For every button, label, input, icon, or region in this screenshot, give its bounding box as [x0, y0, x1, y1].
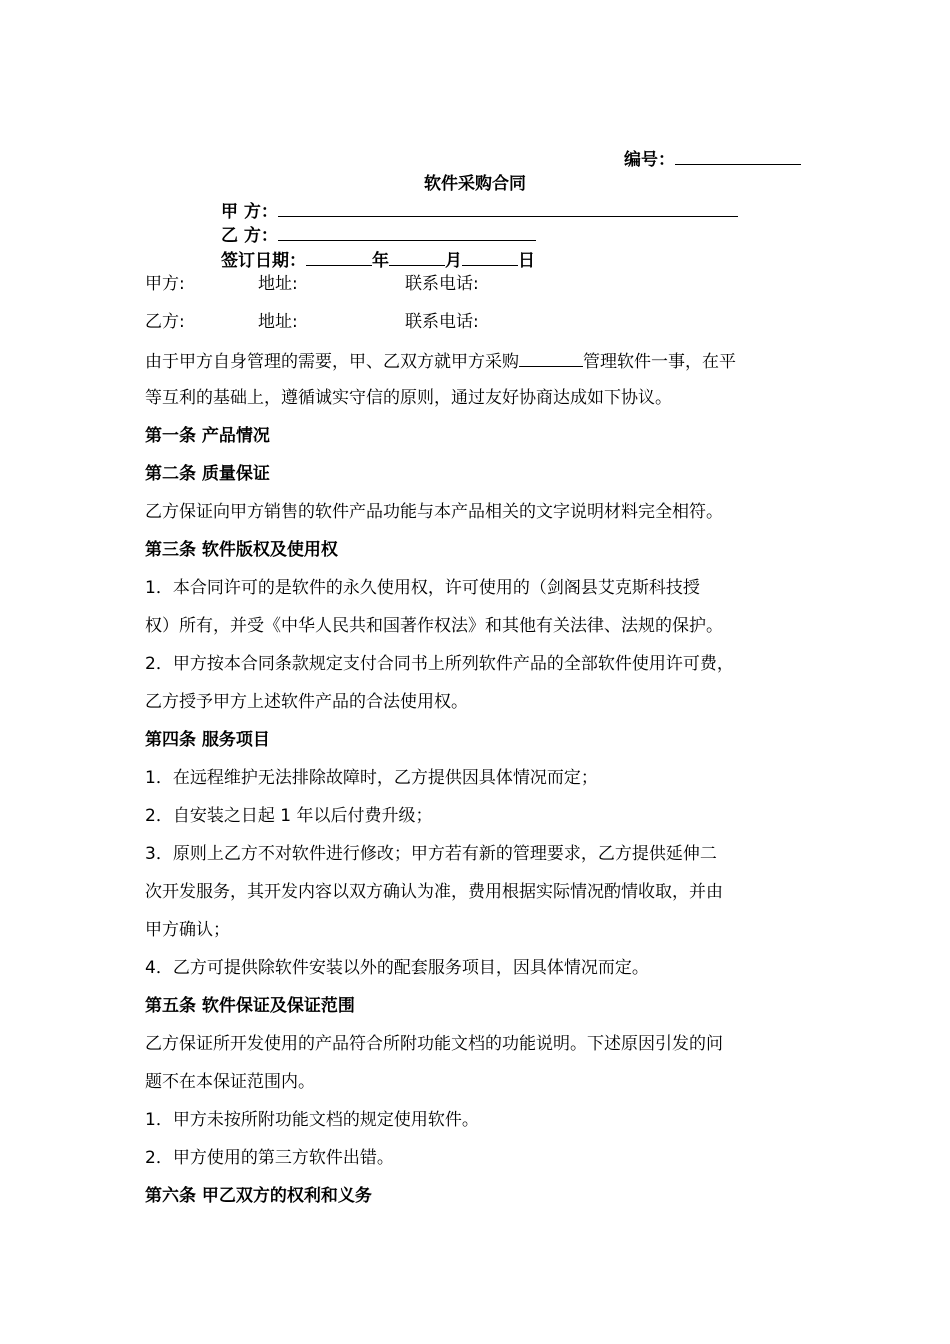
party-b-phone: 联系电话: — [405, 312, 479, 332]
intro-line-1 — [145, 348, 736, 374]
body-line: 4．乙方可提供除软件安装以外的配套服务项目，因具体情况而定。 — [145, 958, 649, 978]
number-label: 编号： — [624, 150, 675, 170]
body-line: 1．在远程维护无法排除故障时，乙方提供因具体情况而定； — [145, 768, 598, 788]
body-line: 乙方保证所开发使用的产品符合所附功能文档的功能说明。下述原因引发的问 — [145, 1034, 723, 1054]
body-line: 2．自安装之日起 1 年以后付费升级； — [145, 806, 433, 826]
body-line: 权）所有，并受《中华人民共和国著作权法》和其他有关法律、法规的保护。 — [145, 616, 723, 636]
sign-date-label: 签订日期： — [221, 251, 306, 271]
party-b-line — [221, 222, 536, 248]
intro-text-a: 由于甲方自身管理的需要，甲、乙双方就甲方采购 — [145, 352, 519, 372]
body-line: 2．甲方使用的第三方软件出错。 — [145, 1148, 394, 1168]
intro-text-b: 管理软件一事，在平 — [583, 352, 736, 372]
party-b-label: 乙 方： — [221, 226, 278, 246]
body-line: 次开发服务，其开发内容以双方确认为准，费用根据实际情况酌情收取，并由 — [145, 882, 723, 902]
article-6-heading: 第六条 甲乙双方的权利和义务 — [145, 1186, 372, 1206]
month-label: 月 — [445, 251, 462, 271]
article-2-heading: 第二条 质量保证 — [145, 464, 270, 484]
party-a-name: 甲方: — [145, 274, 185, 294]
body-line: 3．原则上乙方不对软件进行修改；甲方若有新的管理要求，乙方提供延伸二 — [145, 844, 717, 864]
year-blank — [306, 247, 372, 266]
body-line: 2．甲方按本合同条款规定支付合同书上所列软件产品的全部软件使用许可费， — [145, 654, 734, 674]
party-b-address: 地址: — [258, 312, 298, 332]
body-line: 题不在本保证范围内。 — [145, 1072, 315, 1092]
article-4-heading: 第四条 服务项目 — [145, 730, 270, 750]
body-line: 1．本合同许可的是软件的永久使用权，许可使用的（剑阁县艾克斯科技授 — [145, 578, 700, 598]
body-line: 乙方授予甲方上述软件产品的合法使用权。 — [145, 692, 468, 712]
body-line: 甲方确认； — [145, 920, 230, 940]
party-b-name: 乙方: — [145, 312, 185, 332]
article-5-heading: 第五条 软件保证及保证范围 — [145, 996, 355, 1016]
party-a-blank — [278, 198, 738, 217]
party-a-address: 地址: — [258, 274, 298, 294]
purchase-blank — [519, 348, 583, 367]
party-a-label: 甲 方： — [221, 202, 278, 222]
month-blank — [389, 247, 445, 266]
document-title: 软件采购合同 — [424, 174, 526, 194]
day-blank — [462, 247, 518, 266]
party-a-line — [221, 198, 738, 224]
intro-line-2: 等互利的基础上，遵循诚实守信的原则，通过友好协商达成如下协议。 — [145, 388, 672, 408]
sign-date-line — [221, 247, 535, 273]
day-label: 日 — [518, 251, 535, 271]
party-b-row — [145, 310, 745, 334]
party-a-row — [145, 272, 745, 296]
body-line: 乙方保证向甲方销售的软件产品功能与本产品相关的文字说明材料完全相符。 — [145, 502, 723, 522]
body-line: 1．甲方未按所附功能文档的规定使用软件。 — [145, 1110, 479, 1130]
number-blank — [675, 146, 801, 165]
party-b-blank — [278, 222, 536, 241]
year-label: 年 — [372, 251, 389, 271]
article-1-heading: 第一条 产品情况 — [145, 426, 270, 446]
article-3-heading: 第三条 软件版权及使用权 — [145, 540, 338, 560]
party-a-phone: 联系电话: — [405, 274, 479, 294]
contract-number — [624, 146, 801, 172]
